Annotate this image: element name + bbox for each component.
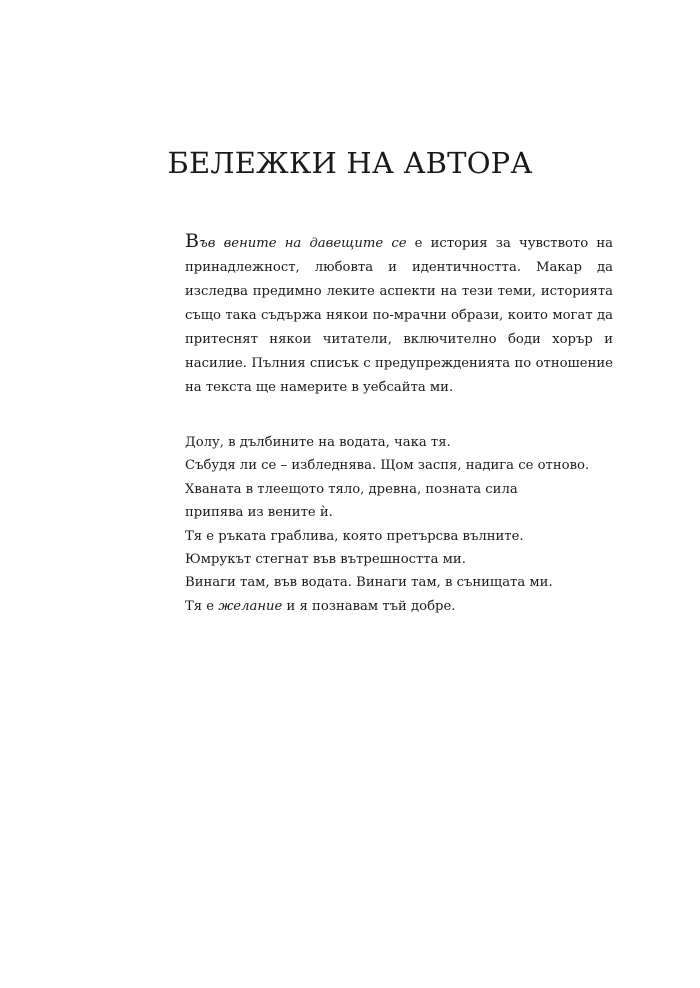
book-title-italic: вените на давещите се — [223, 236, 407, 251]
poem-last-end: и я познавам тъй добре. — [282, 598, 456, 614]
poem-line: Хваната в тлеещото тяло, древна, позната сила — [185, 481, 518, 497]
poem-epigraph — [185, 431, 615, 618]
poem-line: Долу, в дълбините на водата, чака тя. — [185, 435, 451, 450]
poem-line: припява из вените ѝ. — [185, 505, 333, 521]
page-title: БЕЛЕЖКИ НА АВТОРА — [167, 146, 533, 180]
poem-last-start: Тя е — [185, 598, 219, 614]
poem-line: Тя е ръката граблива, която претърсва вълните. — [185, 528, 524, 544]
poem-line: Събудя ли се – избледнява. Щом заспя, надига се отново. — [185, 458, 590, 474]
drop-cap: В — [185, 230, 199, 252]
poem-line-last — [185, 595, 615, 618]
intro-paragraph — [185, 232, 613, 400]
poem-last-italic: желание — [218, 598, 283, 614]
intro-body-text: е история за чувството на принадлежност, любовта и идентичността. Макар да изследва предимно леките аспекти на тези теми, историята също така съдържа някои по-мрачни образи, които могат да притеснят някои читатели, включително боди хорър и насилие. Пълния списък с предупрежденията по отношение на текста ще намерите в уебсайта ми. — [185, 236, 613, 395]
lead-rest-italic: ъв — [198, 236, 224, 251]
poem-line: Юмрукът стегнат във вътрешността ми. — [185, 552, 466, 568]
poem-line: Винаги там, във водата. Винаги там, в сънищата ми. — [185, 575, 553, 591]
